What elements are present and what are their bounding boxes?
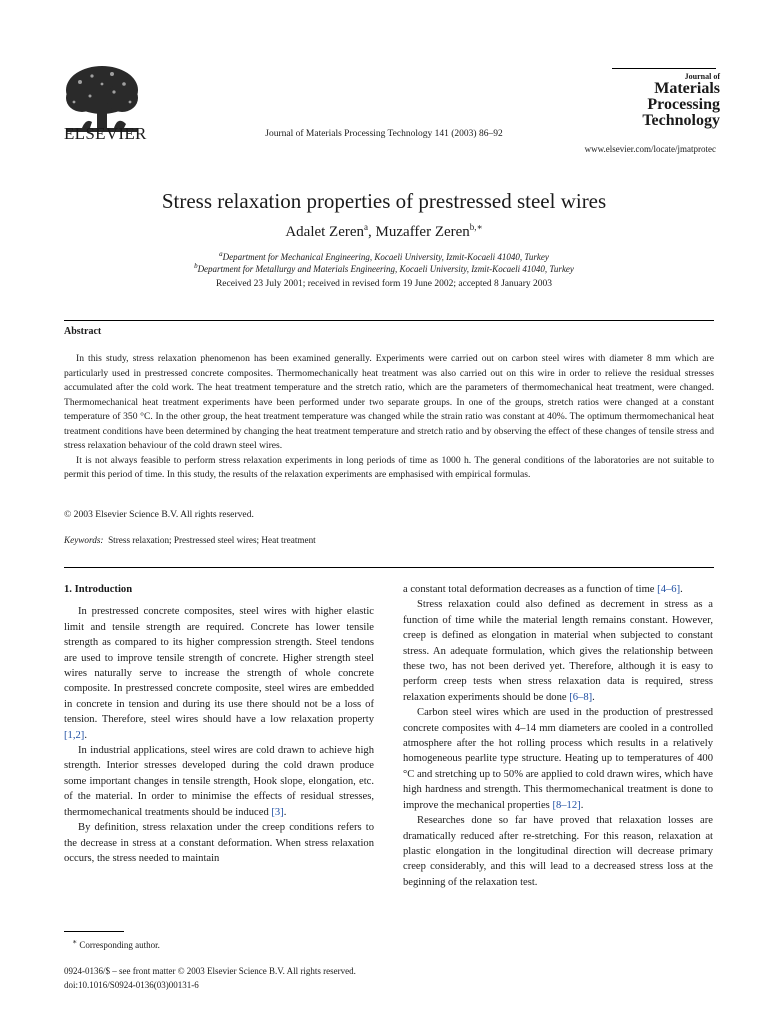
citation-link[interactable]: [4–6] <box>657 584 681 595</box>
affiliation-a: $^a$Department for Mechanical Engineering, Kocaeli University, Izmit-Kocaeli 41040, Turkey <box>219 250 549 262</box>
right-column <box>403 582 713 890</box>
paragraph: By definition, stress relaxation under the creep conditions refers to the decrease in stress at a constant deformation. When stress relaxation occurs, the stress needed to maintain <box>64 822 374 864</box>
abstract-bottom-rule <box>64 567 714 568</box>
received-dates: Received 23 July 2001; received in revised form 19 June 2002; accepted 8 January 2003 <box>215 279 553 289</box>
journal-logo <box>600 72 720 129</box>
paragraph: Carbon steel wires which are used in the production of prestressed concrete composites with 4–14 mm diameters are cooled in a controlled atmosphere after the hot rolling process which results in a relatively homogeneous pearlite type structure. Heating up to temperatures of 400 °C and stretching up to 50% are applied to cold drawn wires, which have high hardness and strength. This thermomechanical treatment is done to improve the mechanical properties [8–12]. <box>403 707 713 811</box>
keywords-label: Keywords: <box>64 535 104 545</box>
paragraph: Stress relaxation could also defined as decrement in stress as a function of time while the material length remains constant. However, creep is defined as elongation in material when subjected to constant stress. An adequate formulation, which gives the relationship between these two, has not been derived yet. Therefore, although it is easy to perform creep tests when stress relaxation data is required, stress relaxation experiments should be done [6–8]. <box>403 599 713 703</box>
paragraph: In prestressed concrete composites, steel wires with higher elastic limit and tensile strength are required. Concrete has lower tensile strength as compared to its higher compression strength. Steel tendons are used to improve tensile strength of concrete. Higher strength steel wires naturally serve to increase the strength of whole concrete composite. In prestressed concrete composite, steel wires are embedded in concrete in tension and during its use there should not be a loss of tension. Therefore, steel wires should have a low relaxation property [1,2]. <box>64 606 374 741</box>
paragraph: In industrial applications, steel wires are cold drawn to achieve high strength. Interior stresses developed during the cold drawn produce some important changes in tensile strength, Hook slope, elongation, etc. of the material. In order to minimise the effects of residual stresses, thermomechanical treatments should be induced [3]. <box>64 745 374 818</box>
affiliation-a-mark: a <box>219 250 223 258</box>
keywords-list: Stress relaxation; Prestressed steel wires; Heat treatment <box>108 535 316 545</box>
citation-link[interactable]: [8–12] <box>552 799 581 811</box>
publisher-name: ELSEVIER <box>64 124 147 143</box>
abstract-top-rule <box>64 320 714 321</box>
affiliation-b-mark: b <box>194 262 198 270</box>
abstract-paragraph-2: It is not always feasible to perform stress relaxation experiments in long periods of time as 1000 h. The general conditions of the laboratories are not suitable to permit this period of time. In this study, the results of the relaxation experiments are emphasised with empirical formulas. <box>64 454 714 480</box>
keywords <box>64 535 316 545</box>
author-list <box>0 222 768 241</box>
abstract-heading: Abstract <box>64 326 102 337</box>
paragraph: a constant total deformation decreases as a function of time [4–6]. <box>403 584 683 595</box>
issn-line: 0924-0136/$ – see front matter © 2003 Elsevier Science B.V. All rights reserved. <box>64 966 356 976</box>
journal-logo-rule <box>612 68 716 69</box>
journal-citation: Journal of Materials Processing Technology 141 (2003) 86–92 <box>265 129 503 139</box>
abstract-copyright: © 2003 Elsevier Science B.V. All rights reserved. <box>64 509 254 520</box>
affiliation-b: $^b$Department for Metallurgy and Materials Engineering, Kocaeli University, Izmit-Kocaeli 41040, Turkey <box>194 262 574 274</box>
abstract-body <box>64 352 714 483</box>
paragraph: Researches done so far have proved that relaxation losses are dramatically reduced after re-stretching. For this reason, relaxation at plastic elongation in the longitudinal direction will decrease primary creep considerably, and this will lead to a decreased stress loss at the beginning of the relaxation test. <box>403 815 713 888</box>
left-column <box>64 582 374 866</box>
journal-line-2: Processing <box>647 96 720 113</box>
author-2-affil-mark: b,∗ <box>469 222 483 232</box>
footnote-mark: ∗ <box>72 937 78 946</box>
journal-line-3: Technology <box>642 112 720 129</box>
citation-link[interactable]: [1,2] <box>64 729 85 741</box>
article-title: Stress relaxation properties of prestressed steel wires <box>161 189 607 213</box>
author-1: Adalet Zeren <box>285 224 365 240</box>
section-heading-introduction: 1. Introduction <box>64 584 133 595</box>
citation-link[interactable]: [6–8] <box>569 691 593 703</box>
journal-line-1: Materials <box>654 80 720 97</box>
author-2: Muzaffer Zeren <box>375 224 470 240</box>
citation-link[interactable]: [3] <box>271 806 284 818</box>
author-1-affil-mark: a <box>364 222 369 232</box>
journal-of-label: Journal of <box>684 72 720 81</box>
doi-line[interactable]: doi:10.1016/S0924-0136(03)00131-6 <box>64 980 199 990</box>
author-separator: , <box>368 224 376 240</box>
journal-url[interactable]: www.elsevier.com/locate/jmatprotec <box>584 144 716 154</box>
footnote-rule <box>64 931 124 932</box>
footnote: ∗ Corresponding author. <box>72 937 160 950</box>
abstract-paragraph-1: In this study, stress relaxation phenomenon has been examined generally. Experiments were carried out on carbon steel wires with diameter 8 mm which are particularly used in prestressed concrete composites. Thermomechanically heat treatment was also carried out on this wire in order to relieve the residual stresses accumulated after the cold work. The heat treatment temperature and the stretch ratio, which are the parameters of thermomechanical heat treatment, were changed. Thermomechanical heat treatment experiments have been performed under two separate groups. In one of the groups, stretch ratios were changed at a constant temperature of 350 °C. In the other group, the heat treatment temperature was changed while the strain ratio was constant at 40%. The optimum thermomechanical heat treatment conditions have been determined by changing the heat treatment temperature and stretch ratio and by observing the effect of these changes of tensile stress and stress relaxation behaviour of the cold drawn steel wires. <box>64 353 714 451</box>
